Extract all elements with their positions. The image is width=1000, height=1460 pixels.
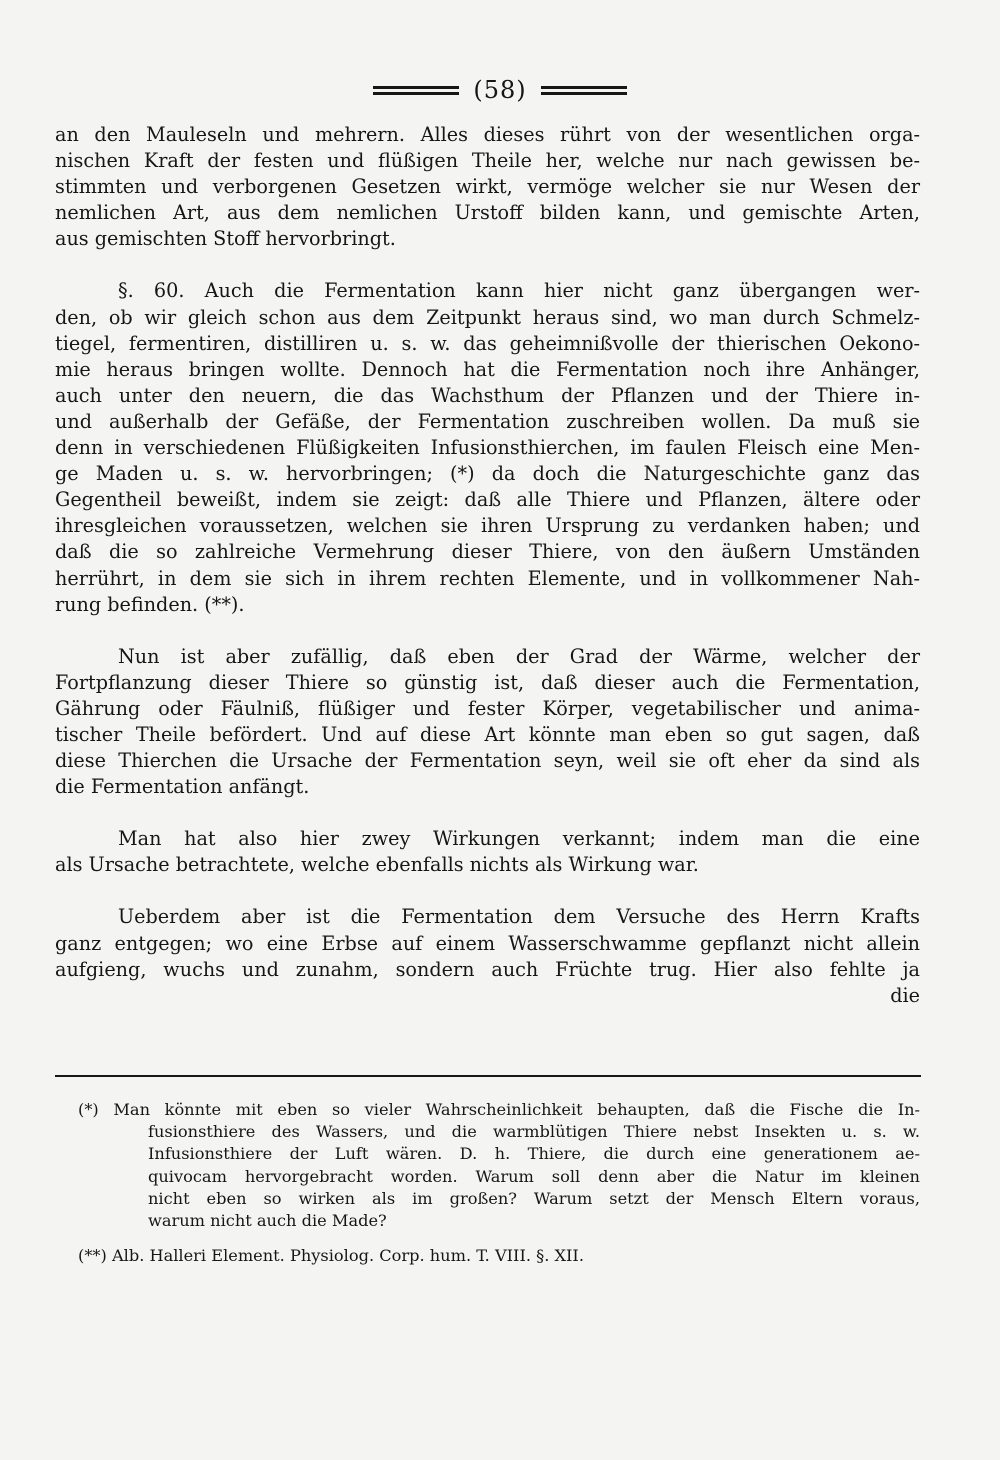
text-line: aus gemischten Stoff hervorbringt.	[55, 227, 396, 251]
text-line: auch unter den neuern, die das Wachsthum der Pflanzen und der Thiere in-	[55, 383, 920, 407]
text-line: Man hat also hier zwey Wirkungen verkannt; indem man die eine	[118, 827, 920, 851]
text-line: Fortpflanzung dieser Thiere so günstig ist, daß dieser auch die Fermentation,	[55, 670, 920, 694]
text-line: Nun ist aber zufällig, daß eben der Grad der Wärme, welcher der	[118, 644, 920, 668]
paragraph-2-section-60	[55, 278, 920, 617]
right-double-rule	[541, 86, 627, 95]
text-line: ge Maden u. s. w. hervorbringen; (*) da doch die Naturgeschichte ganz das	[55, 462, 920, 486]
text-line: Ueberdem aber ist die Fermentation dem Versuche des Herrn Krafts	[118, 905, 920, 929]
text-line: diese Thierchen die Ursache der Fermentation seyn, weil sie oft eher da sind als	[55, 749, 920, 773]
text-line: tischer Theile befördert. Und auf diese Art könnte man eben so gut sagen, daß	[55, 722, 920, 746]
footnote-1	[78, 1099, 920, 1232]
footnote-line: nicht eben so wirken als im großen? Warum setzt der Mensch Eltern voraus,	[148, 1188, 920, 1208]
text-line: nemlichen Art, aus dem nemlichen Urstoff bilden kann, und gemischte Arten,	[55, 201, 920, 225]
footnote-line: fusionsthiere des Wassers, und die warmblütigen Thiere nebst Insekten u. s. w.	[148, 1122, 920, 1142]
paragraph-gap	[55, 252, 920, 278]
text-line: rung befinden. (**).	[55, 592, 245, 616]
text-line: §. 60. Auch die Fermentation kann hier nicht ganz übergangen wer-	[118, 279, 920, 303]
text-line: nischen Kraft der festen und flüßigen Theile her, welche nur nach gewissen be-	[55, 149, 920, 173]
text-line: stimmten und verborgenen Gesetzen wirkt, vermöge welcher sie nur Wesen der	[55, 175, 920, 199]
footnote-line: (*) Man könnte mit eben so vieler Wahrscheinlichkeit behaupten, daß die Fische die In-	[78, 1100, 920, 1119]
text-line: tiegel, fermentiren, distilliren u. s. w. das geheimnißvolle der thierischen Oekono-	[55, 331, 920, 355]
text-line: den, ob wir gleich schon aus dem Zeitpunkt heraus sind, wo man durch Schmelz-	[55, 305, 920, 329]
text-line: mie heraus bringen wollte. Dennoch hat die Fermentation noch ihre Anhänger,	[55, 357, 920, 381]
text-line: denn in verschiedenen Flüßigkeiten Infusionsthierchen, im faulen Fleisch eine Men-	[55, 436, 920, 460]
page-header	[0, 70, 1000, 110]
paragraph-gap	[55, 618, 920, 644]
text-line: Gährung oder Fäulniß, flüßiger und fester Körper, vegetabilischer und anima-	[55, 696, 920, 720]
text-line: Gegentheil beweißt, indem sie zeigt: daß alle Thiere und Pflanzen, ältere oder	[55, 488, 920, 512]
paragraph-4	[55, 826, 920, 878]
text-line: und außerhalb der Gefäße, der Fermentation zuschreiben wollen. Da muß sie	[55, 409, 920, 433]
text-line: herrührt, in dem sie sich in ihrem rechten Elemente, und in vollkommener Nah-	[55, 566, 920, 590]
footnote-line: Infusionsthiere der Luft wären. D. h. Thiere, die durch eine generationem ae-	[148, 1144, 920, 1164]
text-line: ihresgleichen voraussetzen, welchen sie ihren Ursprung zu verdanken haben; und	[55, 514, 920, 538]
left-double-rule	[373, 86, 459, 95]
footnote-line: quivocam hervorgebracht worden. Warum soll denn aber die Natur im kleinen	[148, 1166, 920, 1186]
text-line: ganz entgegen; wo eine Erbse auf einem Wasserschwamme gepflanzt nicht allein	[55, 931, 920, 955]
paragraph-5	[55, 904, 920, 1008]
paragraph-3	[55, 644, 920, 801]
footnotes	[78, 1099, 920, 1268]
main-text	[55, 122, 920, 1009]
footnote-line: warum nicht auch die Made?	[148, 1211, 387, 1231]
page-number: (58)	[473, 76, 527, 104]
paragraph-gap	[55, 800, 920, 826]
paragraph-1	[55, 122, 920, 252]
paragraph-gap	[55, 878, 920, 904]
footnote-rule	[55, 1075, 921, 1077]
catchword: die	[890, 983, 920, 1007]
footnote-2: (**) Alb. Halleri Element. Physiolog. Corp. hum. T. VIII. §. XII.	[78, 1246, 584, 1266]
text-line: als Ursache betrachtete, welche ebenfalls nichts als Wirkung war.	[55, 853, 699, 877]
text-line: aufgieng, wuchs und zunahm, sondern auch Früchte trug. Hier also fehlte ja	[55, 957, 920, 981]
text-line: an den Mauleseln und mehrern. Alles dieses rührt von der wesentlichen orga-	[55, 123, 920, 146]
text-line: daß die so zahlreiche Vermehrung dieser Thiere, von den äußern Umständen	[55, 540, 920, 564]
text-line: die Fermentation anfängt.	[55, 775, 310, 799]
